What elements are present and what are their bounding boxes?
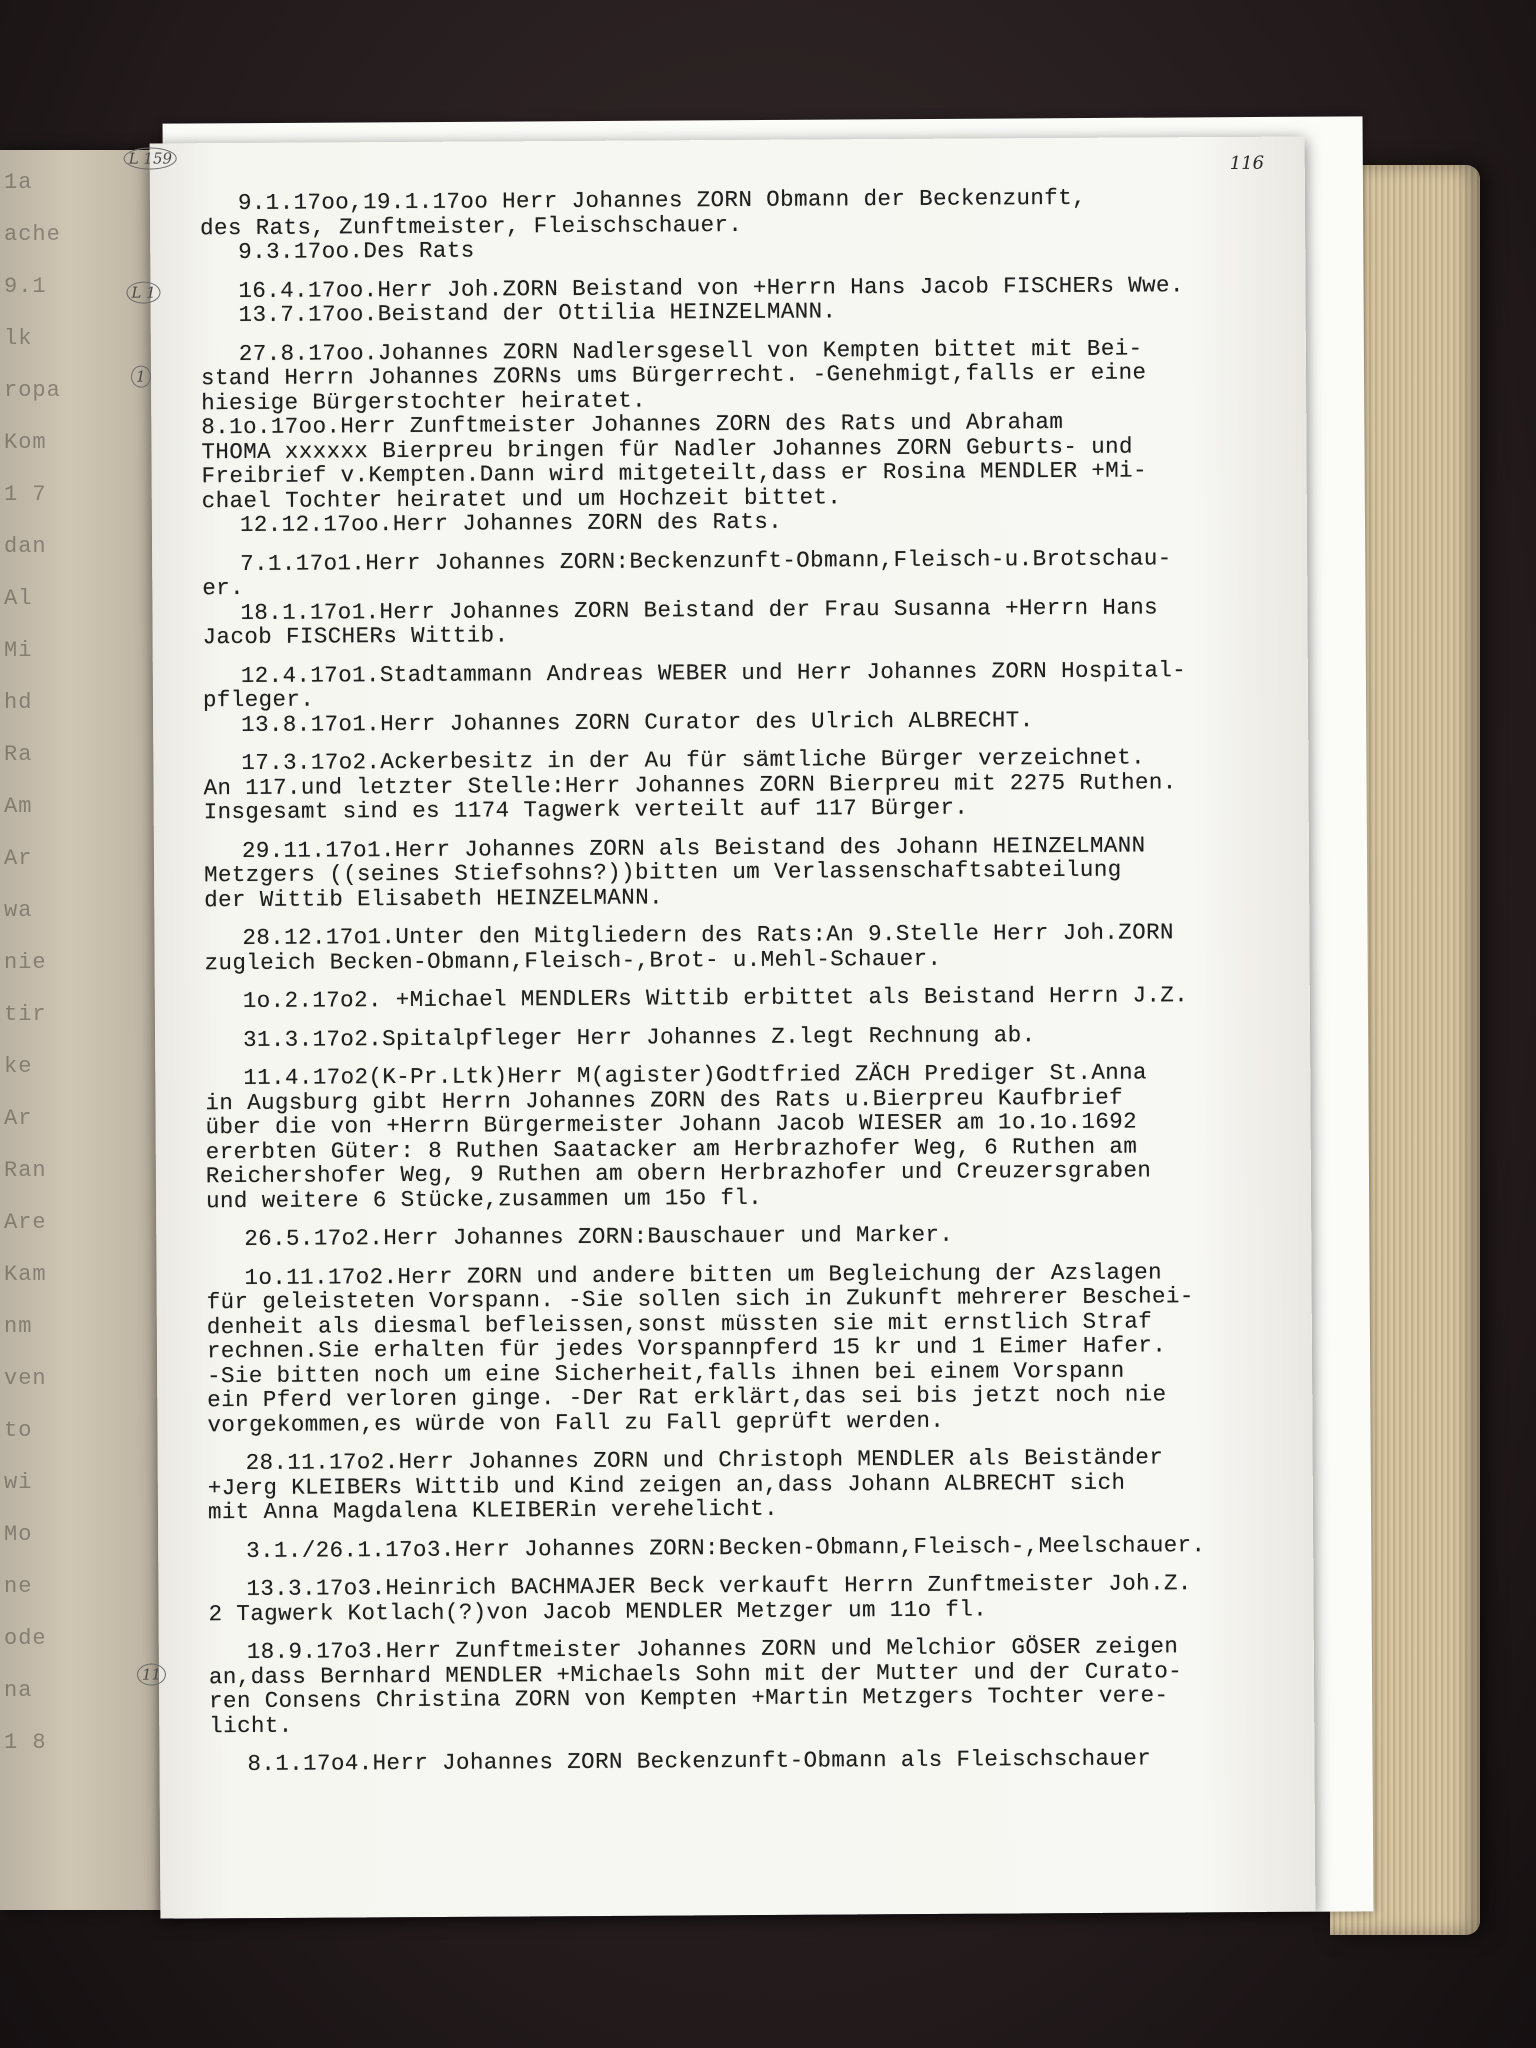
entry-line: 8.1o.17oo.Herr Zunftmeister Johannes ZORN des Rats und Abraham [201, 408, 1064, 441]
entry-line: 8.1.17o4.Herr Johannes ZORN Beckenzunft-Obmann als Fleischschauer [247, 1745, 1152, 1777]
left-page-fragment: Ran [4, 1158, 47, 1183]
entry-line: stand Herrn Johannes ZORNs ums Bürgerrecht. -Genehmigt,falls er eine [200, 359, 1147, 392]
entry-line: 29.11.17o1.Herr Johannes ZORN als Beistand des Johann HEINZELMANN [241, 831, 1146, 864]
left-page-fragment: nm [4, 1314, 33, 1339]
margin-mark: 1 [131, 366, 151, 388]
entry-line: -Sie bitten noch um eine Sicherheit,falls ihnen bei einem Vorspann [207, 1357, 1125, 1389]
entry [205, 1021, 1285, 1052]
left-page-fragment: ne [4, 1574, 33, 1599]
left-page-fragment: to [4, 1418, 33, 1443]
entry-line: 17.3.17o2.Ackerbesitz in der Au für sämtliche Bürger verzeichnet. [241, 744, 1146, 776]
left-page-fragment: Mi [4, 638, 33, 663]
left-page-fragment: Kam [4, 1262, 47, 1287]
entry-line: An 117.und letzter Stelle:Herr Johannes ZORN Bierpreu mit 2275 Ruthen. [203, 768, 1177, 801]
entry-line: hiesige Bürgerstochter heiratet. [201, 387, 647, 416]
left-page-fragment: lk [4, 326, 33, 351]
entry-line: 9.3.17oo.Des Rats [238, 237, 475, 266]
entry-line: 28.12.17o1.Unter den Mitgliedern des Rats:An 9.Stelle Herr Joh.ZORN [242, 919, 1174, 951]
entry [204, 832, 1284, 912]
entry [209, 1634, 1290, 1739]
entry-line: ein Pferd verloren ginge. -Der Rat erklärt,das sei bis jetzt noch nie [207, 1381, 1167, 1414]
entry-line: ren Consens Christina ZORN von Kempten +Martin Metzgers Tochter vere- [209, 1682, 1169, 1715]
entry [205, 1060, 1286, 1214]
entry-line: 7.1.17o1.Herr Johannes ZORN:Beckenzunft-Obmann,Fleisch-u.Brotschau- [240, 544, 1172, 577]
entry-line: und weitere 6 Stücke,zusammen um 15o fl. [205, 1184, 763, 1214]
typed-sheet [128, 136, 1316, 1918]
left-page-fragment: 9.1 [4, 274, 47, 299]
left-page-fragment: ke [4, 1054, 33, 1079]
entry [209, 1746, 1289, 1777]
entry-line: licht. [209, 1712, 293, 1739]
margin-mark: L 159 [124, 147, 177, 169]
left-page-fragment: tir [4, 1002, 47, 1027]
left-page-fragment: Ar [4, 846, 33, 871]
entry [202, 545, 1283, 650]
entry-line: Freibrief v.Kempten.Dann wird mitgeteilt,dass er Rosina MENDLER +Mi- [201, 457, 1148, 490]
left-page-fragment: Kom [4, 430, 47, 455]
entry-line: 18.9.17o3.Herr Zunftmeister Johannes ZORN und Melchior GÖSER zeigen [246, 1633, 1179, 1665]
entry-line: 11.4.17o2(K-Pr.Ltk)Herr M(agister)Godtfried ZÄCH Prediger St.Anna [243, 1059, 1148, 1091]
entry [200, 185, 1280, 265]
entry-line: des Rats, Zunftmeister, Fleischschauer. [200, 211, 743, 241]
entry-line: in Augsburg gibt Herrn Johannes ZORN des Rats u.Bierpreu Kaufbrief [205, 1084, 1124, 1116]
left-page-fragment: hd [4, 690, 33, 715]
entry-line: 13.7.17oo.Beistand der Ottilia HEINZELMANN. [238, 298, 837, 329]
entry-line: Insgesamt sind es 1174 Tagwerk verteilt auf 117 Bürger. [203, 794, 969, 826]
left-page-fragment: Am [4, 794, 33, 819]
left-page-fragment: 1 7 [4, 482, 47, 507]
entry [208, 1532, 1288, 1563]
left-page-fragment: Mo [4, 1522, 33, 1547]
left-page-fragment: Are [4, 1210, 47, 1235]
entry-line: Jacob FISCHERs Wittib. [202, 622, 509, 651]
entry-line: 16.4.17oo.Herr Joh.ZORN Beistand von +Herrn Hans Jacob FISCHERs Wwe. [238, 271, 1184, 304]
left-page-fragment: Al [4, 586, 33, 611]
entry-line: für geleisteten Vorspann. -Sie sollen sich in Zukunft mehrerer Beschei- [206, 1283, 1194, 1316]
entry-line: pfleger. [202, 686, 315, 714]
entry-line: mit Anna Magdalena KLEIBERin verehelicht. [207, 1495, 779, 1526]
entry-line: 13.3.17o3.Heinrich BACHMAJER Beck verkauft Herrn Zunftmeister Joh.Z. [246, 1570, 1192, 1602]
left-page-fragment: nie [4, 950, 47, 975]
entry-line: chael Tochter heiratet und um Hochzeit bittet. [201, 483, 842, 514]
entry [206, 1221, 1286, 1252]
entry-line: 28.11.17o2.Herr Johannes ZORN und Christoph MENDLER als Beiständer [245, 1444, 1164, 1476]
entry-line: zugleich Becken-Obmann,Fleisch-,Brot- u.Mehl-Schauer. [204, 945, 942, 976]
entry-line: denheit als diesmal befleissen,sonst müssten sie mit ernstlich Straf [206, 1307, 1153, 1340]
left-page-fragment: Ar [4, 1106, 33, 1131]
left-page-fragment: ache [4, 222, 61, 247]
left-page-fragment: 1 8 [4, 1730, 47, 1755]
entry-line: vorgekommen,es würde von Fall zu Fall geprüft werden. [207, 1407, 945, 1438]
left-page-fragment: dan [4, 534, 47, 559]
left-page-fragment: ropa [4, 378, 61, 403]
entry-line: an,dass Bernhard MENDLER +Michaels Sohn mit der Mutter und der Curato- [208, 1657, 1183, 1690]
entry [206, 1259, 1287, 1437]
left-page-fragment: ode [4, 1626, 47, 1651]
entry [208, 1445, 1288, 1525]
left-page-fragment: Ra [4, 742, 33, 767]
entry-line: 1o.11.17o2.Herr ZORN und andere bitten um Begleichung der Azslagen [244, 1258, 1163, 1291]
entry-line: 12.4.17o1.Stadtammann Andreas WEBER und Herr Johannes ZORN Hospital- [240, 656, 1187, 689]
entry [204, 920, 1284, 976]
entry-line: 18.1.17o1.Herr Johannes ZORN Beistand der Frau Susanna +Herrn Hans [240, 593, 1159, 626]
left-page-fragment: wi [4, 1470, 33, 1495]
entry-line: 26.5.17o2.Herr Johannes ZORN:Bauschauer und Marker. [244, 1221, 954, 1252]
left-page-fragment: ven [4, 1366, 47, 1391]
entry-line: 13.8.17o1.Herr Johannes ZORN Curator des Ulrich ALBRECHT. [241, 706, 1034, 738]
entry-line: THOMA xxxxxx Bierpreu bringen für Nadler Johannes ZORN Geburts- und [201, 433, 1133, 465]
entry [208, 1571, 1288, 1627]
margin-mark: L 1 [126, 281, 160, 303]
entry-line: 12.12.17oo.Herr Johannes ZORN des Rats. [239, 508, 783, 538]
entry [203, 657, 1283, 737]
entry [203, 745, 1283, 825]
entry-line: ererbten Güter: 8 Ruthen Saatacker am Herbrazhofer Weg, 6 Ruthen am [205, 1133, 1138, 1165]
margin-mark: 11 [137, 1663, 166, 1685]
entry-line: rechnen.Sie erhalten für jedes Vorspannpferd 15 kr und 1 Eimer Hafer. [206, 1332, 1167, 1365]
left-page [0, 150, 175, 1910]
entry [205, 983, 1285, 1014]
entry [201, 335, 1282, 538]
left-page-fragment: na [4, 1678, 33, 1703]
entry-line: er. [202, 574, 245, 602]
entry-line: 9.1.17oo,19.1.17oo Herr Johannes ZORN Obmann der Beckenzunft, [237, 184, 1087, 217]
page-number: 116 [1229, 152, 1265, 174]
entry-line: über die von +Herrn Bürgermeister Johann Jacob WIESER am 1o.1o.1692 [205, 1108, 1138, 1141]
entry [200, 272, 1280, 328]
left-page-fragment: 1a [4, 170, 33, 195]
entry-line: 31.3.17o2.Spitalpfleger Herr Johannes Z.legt Rechnung ab. [242, 1021, 1036, 1053]
entry-line: 1o.2.17o2. +Michael MENDLERs Wittib erbittet als Beistand Herrn J.Z. [242, 982, 1189, 1014]
entry-line: 3.1./26.1.17o3.Herr Johannes ZORN:Becken-Obmann,Fleisch-,Meelschauer. [246, 1531, 1206, 1564]
entry-line: Reichershofer Weg, 9 Ruthen am obern Herbrazhofer und Creuzersgraben [205, 1157, 1152, 1190]
entry-line: +Jerg KLEIBERs Wittib und Kind zeigen an,dass Johann ALBRECHT sich [207, 1469, 1126, 1501]
entry-line: der Wittib Elisabeth HEINZELMANN. [204, 883, 664, 913]
left-page-fragment: wa [4, 898, 33, 923]
entry-line: Metzgers ((seines Stiefsohns?))bitten um Verlassenschaftsabteilung [203, 856, 1122, 889]
entry-line: 2 Tagwerk Kotlach(?)von Jacob MENDLER Metzger um 11o fl. [208, 1595, 988, 1627]
entries-list [200, 185, 1290, 1791]
entry-line: 27.8.17oo.Johannes ZORN Nadlersgesell von Kempten bittet mit Bei- [238, 334, 1143, 367]
